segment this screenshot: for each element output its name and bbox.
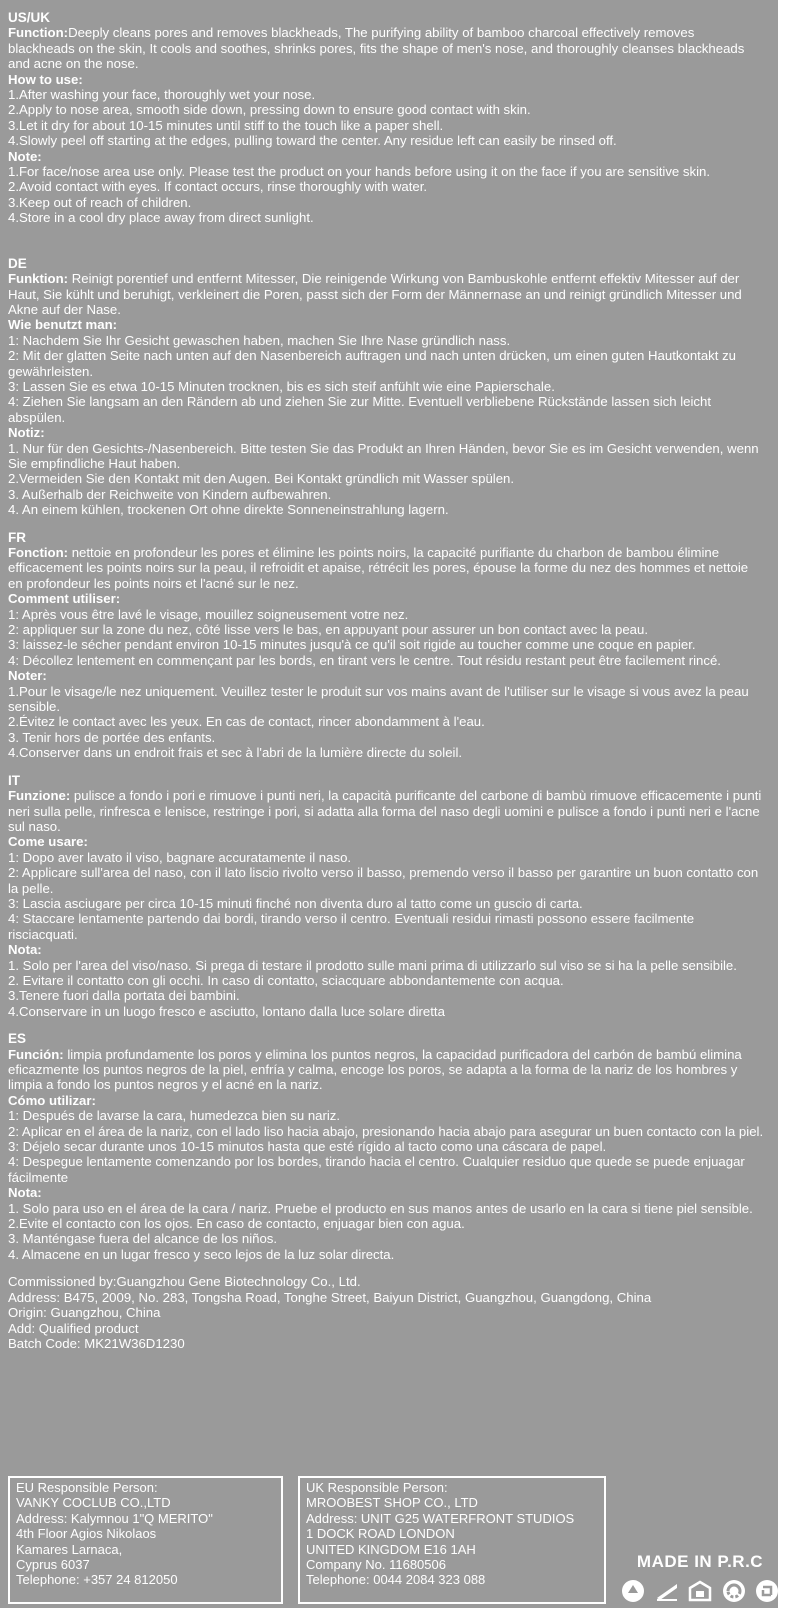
section-spacer (8, 761, 764, 773)
recycle-arrows-icon (754, 1578, 780, 1604)
origin: Origin: Guangzhou, China (8, 1305, 161, 1321)
language-heading: ES (8, 1031, 27, 1047)
green-dot-icon (721, 1578, 747, 1604)
note-item: 1. Solo para uso en el área de la cara / nariz. Pruebe el producto en sus manos antes de usarlo en la cara si tiene piel sensible. (8, 1200, 753, 1216)
section-es (8, 1031, 764, 1262)
note-item: 2.Évitez le contact avec les yeux. En cas de contact, rincer abondamment à l'eau. (8, 714, 485, 730)
note-item: 1. Nur für den Gesichts-/Nasenbereich. Bitte testen Sie das Produkt an Ihren Händen, bevor Sie es im Gesicht verwenden, wenn Sie empfindliche Haut haben. (8, 440, 759, 471)
made-in-label: MADE IN P.R.C (636, 1552, 764, 1571)
function-paragraph (8, 545, 764, 591)
function-text: pulisce a fondo i pori e rimuove i punti neri, la capacità purificante del carbone di bambù rimuove efficacemente i punti neri sulla pelle, rinfresca e lenisce, restringe i pori, si adatta alla forma del naso degli uomini e pulisce a fondo i punti neri e l'acne sul naso. (8, 788, 762, 834)
symbol-icons (620, 1576, 780, 1606)
note-item: 4.Conservare in un luogo fresco e asciutto, lontano dalla luce solare diretta (8, 1003, 445, 1019)
howto-step: 2: Aplicar en el área de la nariz, con el lado liso hacia abajo, presionando hacia abajo para asegurar un buen contacto con la piel. (8, 1123, 764, 1139)
function-text: Deeply cleans pores and removes blackheads, The purifying ability of bamboo charcoal effectively removes blackheads on the skin, It cools and soothes, shrinks pores, fits the shape of men's nose, and thoroughly cleanses blackheads and acne on the nose. (8, 25, 745, 72)
recycle-box-icon (687, 1578, 713, 1604)
dispose-icon (654, 1578, 680, 1604)
note-item: 3.Keep out of reach of children. (8, 194, 192, 210)
note-item: 4.Store in a cool dry place away from direct sunlight. (8, 210, 314, 226)
language-heading: DE (8, 255, 27, 271)
function-paragraph (8, 271, 764, 317)
howto-step: 4: Staccare lentamente partendo dai bordi, tirando verso il centro. Eventuali residui rimasti possono essere facilmente risciacquati. (8, 911, 695, 942)
eu-line: VANKY COCLUB CO.,LTD (16, 1495, 171, 1511)
howto-step: 1: Après vous être lavé le visage, mouillez soigneusement votre nez. (8, 606, 409, 622)
howto-heading: How to use: (8, 71, 83, 87)
howto-heading: Cómo utilizar: (8, 1092, 96, 1108)
section-us-uk (8, 10, 764, 226)
note-heading: Notiz: (8, 425, 45, 441)
howto-step: 3: laissez-le sécher pendant environ 10-15 minutes jusqu'à ce qu'il soit rigide au toucher comme une coque en papier. (8, 637, 696, 653)
eu-title: EU Responsible Person: (16, 1480, 158, 1495)
language-heading: FR (8, 529, 26, 545)
uk-line: Address: UNIT G25 WATERFRONT STUDIOS (306, 1510, 575, 1526)
note-heading: Noter: (8, 668, 47, 684)
howto-step: 2: appliquer sur la zone du nez, côté lisse vers le bas, en appuyant pour assurer un bon contact avec la peau. (8, 622, 648, 638)
howto-step: 3: Lascia asciugare per circa 10-15 minuti finché non diventa duro al tatto come un guscio di carta. (8, 895, 583, 911)
section-spacer (8, 1019, 764, 1031)
function-paragraph (8, 25, 764, 71)
section-de (8, 256, 764, 518)
howto-step: 3: Lassen Sie es etwa 10-15 Minuten trocknen, bis es sich steif anfühlt wie eine Papierschale. (8, 378, 555, 394)
note-item: 1.Pour le visage/le nez uniquement. Veuillez tester le produit sur vos mains avant de l'utiliser sur le visage si vous avez la peau sensible. (8, 683, 749, 715)
function-label: Función: (8, 1046, 64, 1062)
howto-step: 4: Décollez lentement en commençant par les bords, en tirant vers le centre. Tout résidu restant peut être facilement rincé. (8, 652, 721, 668)
section-spacer (8, 518, 764, 530)
language-sections (8, 10, 764, 1262)
howto-step: 3.Let it dry for about 10-15 minutes until stiff to the touch like a paper shell. (8, 117, 444, 133)
note-item: 1. Solo per l'area del viso/naso. Si prega di testare il prodotto sulle mani prima di utilizzarlo sul viso se si ha la pelle sensibile. (8, 957, 737, 973)
note-item: 1.For face/nose area use only. Please test the product on your hands before using it on the face if you are sensitive skin. (8, 164, 711, 180)
howto-heading: Come usare: (8, 834, 88, 850)
howto-step: 2: Applicare sull'area del naso, con il lato liscio rivolto verso il basso, premendo verso il basso per garantire un buon contatto con la pelle. (8, 865, 759, 896)
function-text: Reinigt porentief und entfernt Mitesser, Die reinigende Wirkung von Bambuskohle entfernt effektiv Mitesser auf der Haut, Sie kühlt und beruhigt, verkleinert die Poren, passt sich der Form der Männernase an und reinigt gründlich Mitesser und Akne auf der Nase. (8, 271, 742, 317)
function-label: Fonction: (8, 545, 69, 560)
howto-heading: Wie benutzt man: (8, 317, 118, 333)
howto-step: 4: Despegue lentamente comenzando por los bordes, tirando hacia el centro. Cualquier residuo que quede se puede enjuagar fácilmente (8, 1154, 745, 1185)
function-label: Function: (8, 25, 69, 41)
language-heading: US/UK (8, 10, 51, 25)
qualified: Add: Qualified product (8, 1320, 139, 1336)
howto-step: 1: Después de lavarse la cara, humedezca bien su nariz. (8, 1108, 341, 1124)
note-item: 2.Avoid contact with eyes. If contact occurs, rinse thoroughly with water. (8, 179, 428, 195)
responsible-persons (8, 1476, 778, 1604)
note-heading: Nota: (8, 942, 42, 958)
function-text: limpia profundamente los poros y elimina los puntos negros, la capacidad purificadora del carbón de bambú elimina eficazmente los puntos negros de la piel, enfría y calma, encoge los poros, se adapta a la forma de la nariz de los hombres y limpia a fondo los puntos negros y el acné en la nariz. (8, 1046, 742, 1093)
company-info (8, 1274, 764, 1351)
note-item: 3. Außerhalb der Reichweite von Kindern aufbewahren. (8, 486, 332, 502)
uk-line: Company No. 11680506 (306, 1557, 446, 1573)
howto-step: 4.Slowly peel off starting at the edges, pulling toward the center. Any residue left can easily be rinsed off. (8, 133, 617, 149)
section-it (8, 773, 764, 1020)
note-heading: Nota: (8, 1185, 42, 1201)
uk-line: UNITED KINGDOM E16 1AH (306, 1541, 476, 1557)
eu-line: Cyprus 6037 (16, 1557, 90, 1573)
uk-responsible-box (298, 1476, 606, 1604)
howto-step: 1.After washing your face, thoroughly wet your nose. (8, 87, 316, 103)
function-label: Funktion: (8, 271, 69, 287)
function-paragraph (8, 788, 764, 834)
company-address: Address: B475, 2009, No. 283, Tongsha Road, Tonghe Street, Baiyun District, Guangzhou, Guangdong, China (8, 1289, 652, 1305)
uk-title: UK Responsible Person: (306, 1480, 448, 1495)
note-item: 4.Conserver dans un endroit frais et sec à l'abri de la lumière directe du soleil. (8, 745, 463, 761)
uk-line: 1 DOCK ROAD LONDON (306, 1526, 455, 1542)
howto-step: 2.Apply to nose area, smooth side down, pressing down to ensure good contact with skin. (8, 102, 531, 118)
howto-step: 1: Dopo aver lavato il viso, bagnare accuratamente il naso. (8, 849, 352, 865)
eu-line: Kamares Larnaca, (16, 1541, 123, 1557)
function-text: nettoie en profondeur les pores et élimine les points noirs, la capacité purifiante du charbon de bambou élimine efficacement les points noirs sur la peau, il refroidit et apaise, rétrécit les pores, épouse la forme du nez des hommes et nettoie en profondeur les points noirs et l'acné sur le nez. (8, 545, 749, 591)
function-label: Funzione: (8, 788, 71, 804)
uk-line: MROOBEST SHOP CO., LTD (306, 1495, 478, 1511)
howto-step: 4: Ziehen Sie langsam an den Rändern ab und ziehen Sie zur Mitte. Eventuell verbliebene Rückstände lassen sich leicht abspülen. (8, 394, 712, 425)
note-item: 3. Tenir hors de portée des enfants. (8, 729, 216, 745)
function-paragraph (8, 1047, 764, 1093)
batch-code: Batch Code: MK21W36D1230 (8, 1335, 185, 1351)
note-item: 3.Tenere fuori dalla portata dei bambini. (8, 988, 240, 1004)
eu-responsible-box (8, 1476, 283, 1604)
eu-line: Address: Kalymnou 1"Q MERITO" (16, 1510, 213, 1526)
note-item: 2.Vermeiden Sie den Kontakt mit den Augen. Bei Kontakt gründlich mit Wasser spülen. (8, 471, 515, 487)
howto-heading: Comment utiliser: (8, 591, 121, 607)
section-fr (8, 530, 764, 761)
uk-line: Telephone: 0044 2084 323 088 (306, 1572, 486, 1588)
language-heading: IT (8, 772, 20, 788)
recycle-icon (620, 1578, 646, 1604)
eu-line: Telephone: +357 24 812050 (16, 1572, 178, 1588)
note-heading: Note: (8, 148, 42, 164)
note-item: 2. Evitare il contatto con gli occhi. In caso di contatto, sciacquare abbondantemente con acqua. (8, 972, 564, 988)
note-item: 2.Evite el contacto con los ojos. En caso de contacto, enjuagar bien con agua. (8, 1216, 465, 1232)
section-spacer (8, 226, 764, 256)
note-item: 4. Almacene en un lugar fresco y seco lejos de la luz solar directa. (8, 1246, 395, 1262)
howto-step: 2: Mit der glatten Seite nach unten auf den Nasenbereich auftragen und nach unten drücken, um einen guten Hautkontakt zu gewährleisten. (8, 348, 737, 379)
howto-step: 1: Nachdem Sie Ihr Gesicht gewaschen haben, machen Sie Ihre Nase gründlich nass. (8, 332, 511, 348)
note-item: 3. Manténgase fuera del alcance de los niños. (8, 1231, 278, 1247)
howto-step: 3: Déjelo secar durante unos 10-15 minutos hasta que esté rígido al tacto como una cáscara de papel. (8, 1139, 607, 1155)
note-item: 4. An einem kühlen, trockenen Ort ohne direkte Sonneneinstrahlung lagern. (8, 502, 449, 518)
eu-line: 4th Floor Agios Nikolaos (16, 1526, 157, 1542)
commissioned-by: Commissioned by:Guangzhou Gene Biotechnology Co., Ltd. (8, 1274, 361, 1290)
